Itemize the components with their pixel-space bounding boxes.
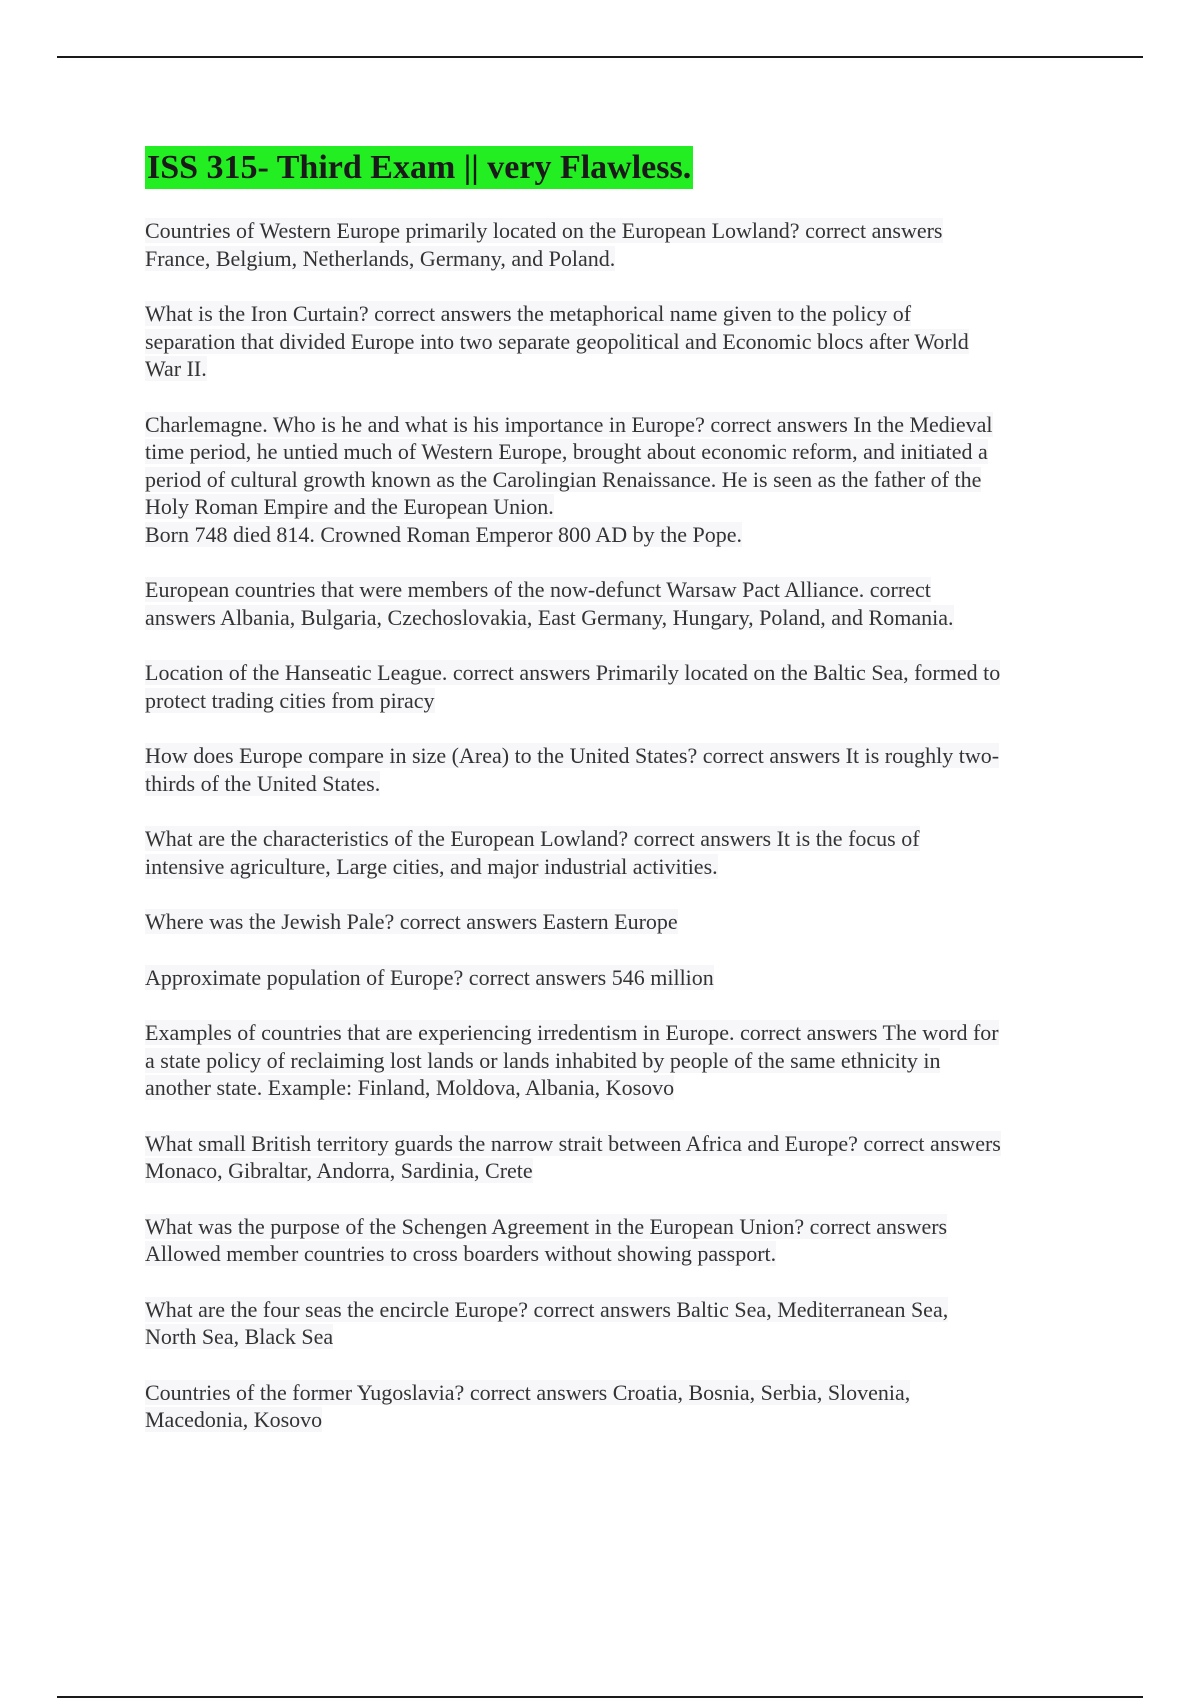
qa-entry (145, 1213, 1085, 1268)
qa-entry (145, 1379, 1085, 1434)
qa-entry-line (145, 245, 1085, 273)
qa-entry-line (145, 1157, 1085, 1185)
qa-entry-line (145, 853, 1085, 881)
qa-entry (145, 742, 1085, 797)
qa-entry-text: protect trading cities from piracy (145, 687, 435, 713)
qa-entry-line (145, 217, 1085, 245)
qa-entry-text: France, Belgium, Netherlands, Germany, and Poland. (145, 245, 616, 271)
qa-entry-text: Born 748 died 814. Crowned Roman Emperor 800 AD by the Pope. (145, 521, 742, 547)
qa-entry-line (145, 1019, 1085, 1047)
qa-entry-line (145, 604, 1085, 632)
qa-entry-line (145, 576, 1085, 604)
qa-entry-line (145, 1379, 1085, 1407)
qa-entry-text: Approximate population of Europe? correct answers 546 million (145, 964, 714, 990)
qa-entry-text: thirds of the United States. (145, 770, 381, 796)
qa-entry-line (145, 659, 1085, 687)
qa-entry (145, 1296, 1085, 1351)
qa-entry-line (145, 1074, 1085, 1102)
qa-entry-line (145, 411, 1085, 439)
qa-entry-line (145, 687, 1085, 715)
qa-entry-line (145, 964, 1085, 992)
qa-entry-line (145, 355, 1085, 383)
qa-entry-text: Macedonia, Kosovo (145, 1407, 323, 1432)
qa-entry-line (145, 825, 1085, 853)
qa-entry-text: Countries of the former Yugoslavia? correct answers Croatia, Bosnia, Serbia, Slovenia, (145, 1379, 911, 1405)
qa-entry (145, 1130, 1085, 1185)
qa-entry-text: What are the characteristics of the European Lowland? correct answers It is the focus of (145, 826, 920, 851)
qa-entry (145, 576, 1085, 631)
qa-entry-text: What was the purpose of the Schengen Agreement in the European Union? correct answers (145, 1213, 948, 1239)
qa-entry-text: another state. Example: Finland, Moldova, Albania, Kosovo (145, 1075, 675, 1100)
qa-entry-text: Countries of Western Europe primarily located on the European Lowland? correct answers (145, 218, 943, 243)
qa-entry (145, 659, 1085, 714)
qa-entry-line (145, 493, 1085, 521)
qa-entry-line (145, 770, 1085, 798)
qa-entry (145, 908, 1085, 936)
qa-entry (145, 300, 1085, 383)
qa-entry-line (145, 328, 1085, 356)
qa-list (145, 217, 1085, 1434)
qa-entry-text: Holy Roman Empire and the European Union. (145, 494, 554, 519)
qa-entry-line (145, 438, 1085, 466)
qa-entry-line (145, 300, 1085, 328)
qa-entry-text: North Sea, Black Sea (145, 1324, 334, 1349)
qa-entry-text: Allowed member countries to cross boarders without showing passport. (145, 1241, 777, 1266)
qa-entry (145, 825, 1085, 880)
qa-entry (145, 1019, 1085, 1102)
qa-entry-line (145, 466, 1085, 494)
qa-entry-text: What are the four seas the encircle Europe? correct answers Baltic Sea, Mediterranean Sea, (145, 1296, 949, 1322)
qa-entry-text: period of cultural growth known as the Carolingian Renaissance. He is seen as the father of the (145, 466, 982, 492)
qa-entry-line (145, 1047, 1085, 1075)
qa-entry-line (145, 908, 1085, 936)
qa-entry (145, 964, 1085, 992)
qa-entry-text: War II. (145, 356, 207, 381)
document-body (145, 146, 1085, 1434)
footer-rule (57, 1696, 1143, 1698)
qa-entry (145, 411, 1085, 549)
qa-entry-text: How does Europe compare in size (Area) to the United States? correct answers It is roughly two- (145, 743, 1000, 768)
qa-entry-text: answers Albania, Bulgaria, Czechoslovakia, East Germany, Hungary, Poland, and Romania. (145, 604, 954, 630)
qa-entry-line (145, 1240, 1085, 1268)
qa-entry (145, 217, 1085, 272)
qa-entry-line (145, 1130, 1085, 1158)
qa-entry-text: intensive agriculture, Large cities, and major industrial activities. (145, 853, 718, 879)
qa-entry-line (145, 1406, 1085, 1434)
qa-entry-text: time period, he untied much of Western Europe, brought about economic reform, and initiated a (145, 439, 988, 464)
qa-entry-text: What small British territory guards the narrow strait between Africa and Europe? correct answers (145, 1130, 1001, 1156)
qa-entry-text: Examples of countries that are experiencing irredentism in Europe. correct answers The word for (145, 1020, 999, 1045)
qa-entry-text: a state policy of reclaiming lost lands or lands inhabited by people of the same ethnicity in (145, 1047, 941, 1073)
qa-entry-line (145, 1296, 1085, 1324)
qa-entry-text: Where was the Jewish Pale? correct answers Eastern Europe (145, 909, 678, 934)
qa-entry-text: Monaco, Gibraltar, Andorra, Sardinia, Crete (145, 1158, 533, 1183)
qa-entry-line (145, 1323, 1085, 1351)
qa-entry-text: Charlemagne. Who is he and what is his importance in Europe? correct answers In the Medieval (145, 411, 993, 437)
qa-entry-text: European countries that were members of the now-defunct Warsaw Pact Alliance. correct (145, 577, 931, 602)
qa-entry-text: Location of the Hanseatic League. correct answers Primarily located on the Baltic Sea, formed to (145, 660, 1001, 685)
qa-entry-line (145, 521, 1085, 549)
qa-entry-line (145, 1213, 1085, 1241)
qa-entry-text: What is the Iron Curtain? correct answers the metaphorical name given to the policy of (145, 301, 912, 326)
qa-entry-text: separation that divided Europe into two separate geopolitical and Economic blocs after World (145, 328, 969, 354)
document-title: ISS 315- Third Exam || very Flawless. (145, 146, 693, 189)
header-rule (57, 56, 1143, 58)
qa-entry-line (145, 742, 1085, 770)
